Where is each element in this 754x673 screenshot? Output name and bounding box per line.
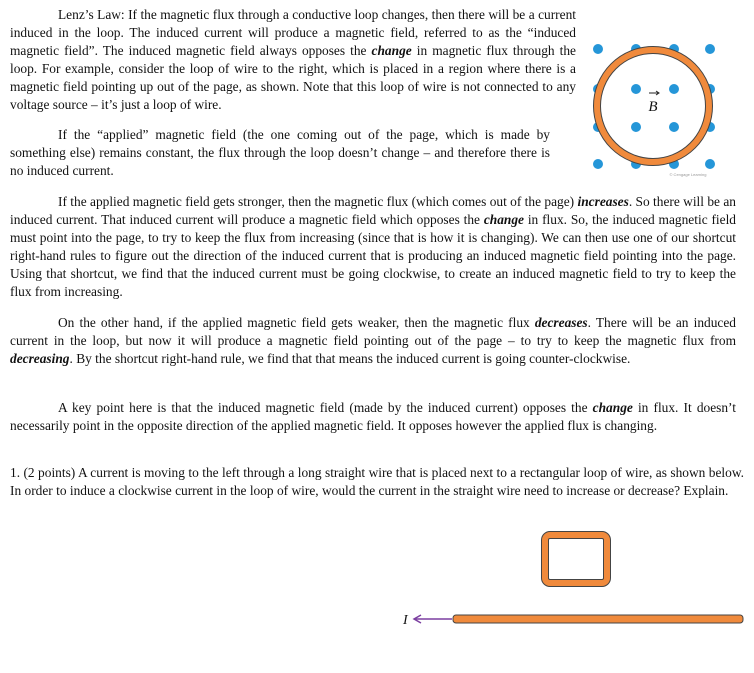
field-dot bbox=[705, 159, 715, 169]
field-dot bbox=[593, 44, 603, 54]
field-label-b: B bbox=[648, 99, 658, 115]
weaker-text-2: . There will be an induced current in the loop, but now it will produce a magnetic field pointing out of the page – to try to keep the magnetic flux from bbox=[10, 315, 736, 348]
key-point-text-1: A key point here is that the induced magnetic field (made by the induced current) opposes the bbox=[58, 400, 593, 415]
emphasis-change-2: change bbox=[483, 212, 524, 227]
intro-text-2: in magnetic flux through the loop. For example, consider the loop of wire to the right, which is placed in a region where there is a magnetic field pointing up out of the page, as shown. Note that this loop of wire is not connected to any voltage source – it’s just a loop of wire. bbox=[10, 43, 576, 112]
wire-loop-figure bbox=[390, 528, 750, 633]
current-label: I bbox=[403, 613, 408, 628]
stronger-text-1: If the applied magnetic field gets stronger, then the magnetic flux (which comes out of the page) bbox=[58, 194, 578, 209]
straight-wire bbox=[453, 615, 743, 623]
constant-field-text: If the “applied” magnetic field (the one coming out of the page, which is made by something else) remains constant, the flux through the loop doesn’t change – and therefore there is no induced current. bbox=[10, 127, 550, 178]
field-dot bbox=[631, 84, 641, 94]
weaker-text-3: . By the shortcut right-hand rule, we find that that means the induced current is going counter-clockwise. bbox=[69, 351, 631, 366]
field-dot bbox=[593, 159, 603, 169]
field-dot bbox=[705, 44, 715, 54]
field-dot bbox=[669, 84, 679, 94]
stronger-text-2: . So there will be an induced current. That induced current will produce a magnetic field which opposes the bbox=[10, 194, 736, 227]
rectangular-loop bbox=[545, 535, 607, 583]
emphasis-decreasing: decreasing bbox=[10, 351, 70, 366]
stronger-field-paragraph bbox=[10, 193, 736, 301]
weaker-field-paragraph bbox=[10, 314, 736, 368]
field-dot bbox=[631, 122, 641, 132]
key-point-text-2: in flux. It doesn’t necessarily point in the opposite direction of the applied magnetic field. It opposes however the applied flux is changing. bbox=[10, 400, 736, 433]
intro-text-1: Lenz’s Law: If the magnetic flux through a conductive loop changes, then there will be a current induced in the loop. The induced current will produce a magnetic field, referred to as the “induced magnetic field”. The induced magnetic field always opposes the bbox=[10, 7, 576, 58]
figure-credit: © Cengage Learning bbox=[669, 172, 707, 177]
stronger-text-3: in flux. So, the induced magnetic field must point into the page, to try to keep the flux from increasing (since that is how it is changing). We can then use one of our shortcut right-hand rules to figure out the direction of the induced current that is producing an induced magnetic field pointing into the page. Using that shortcut, we find that the induced current must be going clockwise, to create an induced magnetic field to try to keep the flux from increasing. bbox=[10, 212, 737, 299]
weaker-text-1: On the other hand, if the applied magnetic field gets weaker, then the magnetic flux bbox=[58, 315, 535, 330]
emphasis-decreases: decreases bbox=[534, 315, 588, 330]
intro-paragraph bbox=[10, 6, 576, 114]
intro-emphasis-change: change bbox=[371, 43, 412, 58]
constant-field-paragraph bbox=[10, 126, 550, 180]
emphasis-change-3: change bbox=[592, 400, 633, 415]
field-dot bbox=[669, 122, 679, 132]
key-point-paragraph bbox=[10, 399, 736, 435]
loop-field-figure bbox=[586, 36, 726, 184]
question-1 bbox=[10, 464, 744, 500]
question-1-text: 1. (2 points) A current is moving to the left through a long straight wire that is placed next to a rectangular loop of wire, as shown below. In order to induce a clockwise current in the loop of wire, would the current in the straight wire need to increase or decrease? Explain. bbox=[10, 465, 744, 498]
emphasis-increases: increases bbox=[577, 194, 629, 209]
